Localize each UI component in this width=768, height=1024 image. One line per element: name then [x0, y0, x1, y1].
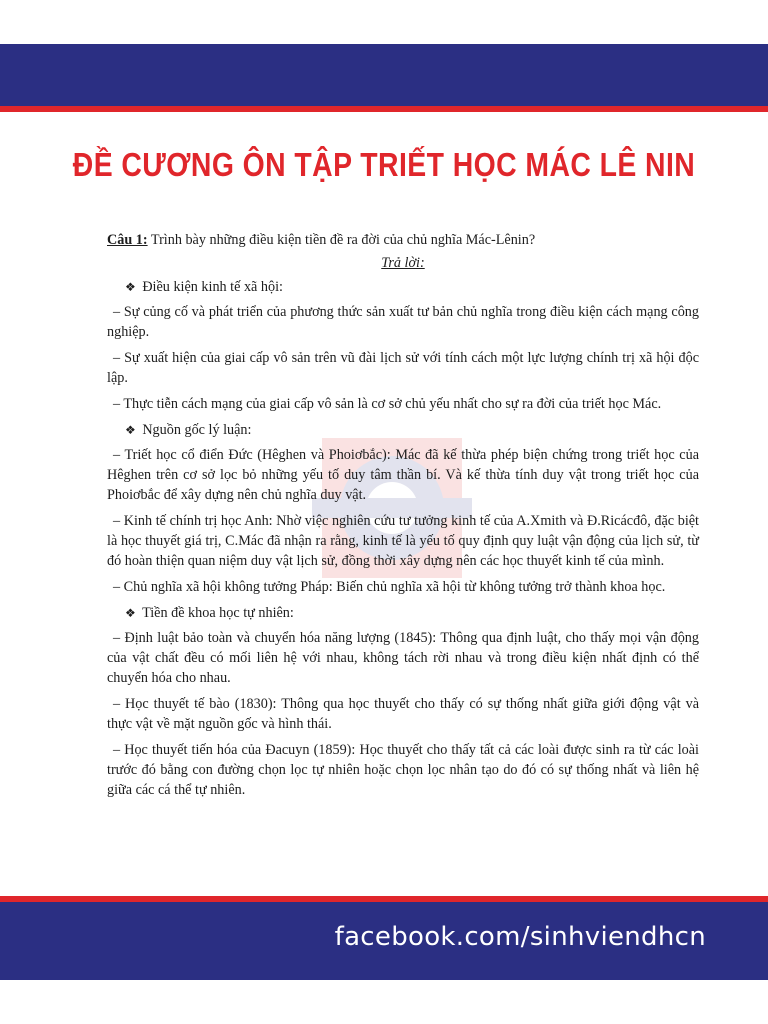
question-line — [107, 230, 699, 250]
list-item: – Sự củng cố và phát triển của phương thức sản xuất tư bản chủ nghĩa trong điều kiện cách mạng công nghiệp. — [107, 304, 699, 340]
list-item: – Kinh tế chính trị học Anh: Nhờ việc nghiên cứu tư tưởng kinh tế của A.Xmith và Đ.Ricácđô, đặc biệt là học thuyết giá trị, C.Mác đã nhận ra rằng, kinh tế là yếu tố quy định quy luật vận động của lịch sử, từ đó hoàn thiện quan niệm duy vật lịch sử, đồng thời xây dựng nên các học thuyết kinh tế của mình. — [107, 513, 699, 569]
list-item: – Định luật bảo toàn và chuyển hóa năng lượng (1845): Thông qua định luật, cho thấy mọi vận động của vật chất đều có mối liên hệ với nhau, không tách rời nhau và trong điều kiện nhất định có thể chuyển hóa cho nhau. — [107, 630, 699, 686]
list-item: – Thực tiễn cách mạng của giai cấp vô sản là cơ sở chủ yếu nhất cho sự ra đời của triết học Mác. — [113, 396, 662, 412]
answer-label: Trả lời: — [381, 255, 425, 271]
question-text: Trình bày những điều kiện tiền đề ra đời của chủ nghĩa Mác-Lênin? — [147, 232, 536, 248]
document-body — [107, 230, 699, 806]
diamond-bullet-icon: ❖ — [125, 280, 136, 294]
page-title: ĐỀ CƯƠNG ÔN TẬP TRIẾT HỌC MÁC LÊ NIN — [72, 146, 696, 183]
header-band — [0, 44, 768, 106]
list-item: – Học thuyết tế bào (1830): Thông qua học thuyết cho thấy có sự thống nhất giữa giới động vật và thực vật về mặt nguồn gốc và hình thái. — [107, 696, 699, 732]
section-heading: ❖ Nguồn gốc lý luận: — [125, 422, 252, 438]
list-item: – Chủ nghĩa xã hội không tưởng Pháp: Biến chủ nghĩa xã hội từ không tưởng trở thành khoa học. — [113, 579, 666, 595]
list-item: – Học thuyết tiến hóa của Đacuyn (1859): Học thuyết cho thấy tất cả các loài được sinh ra từ các loài trước đó bằng con đường chọn lọc tự nhiên hoặc chọn lọc nhân tạo do đó có sự thống nhất và liên hệ giữa các cá thể tự nhiên. — [107, 742, 699, 798]
section-heading: ❖ Tiền đề khoa học tự nhiên: — [125, 605, 294, 621]
header-stripe — [0, 106, 768, 112]
list-item: – Triết học cổ điển Đức (Hêghen và Phoiơbắc): Mác đã kế thừa phép biện chứng trong triết học của Hêghen trên cơ sở lọc bỏ những yếu tố duy tâm thần bí. Và kế thừa tính duy vật trong triết học của Phoiơbắc để xây dựng nên chủ nghĩa duy vật. — [107, 447, 699, 503]
diamond-bullet-icon: ❖ — [125, 423, 136, 437]
question-label: Câu 1: — [107, 232, 148, 248]
diamond-bullet-icon: ❖ — [125, 606, 136, 620]
list-item: – Sự xuất hiện của giai cấp vô sản trên vũ đài lịch sử với tính cách một lực lượng chính trị xã hội độc lập. — [107, 350, 699, 386]
footer-url: facebook.com/sinhviendhcn — [334, 922, 706, 952]
section-heading: ❖ Điều kiện kinh tế xã hội: — [125, 279, 283, 295]
